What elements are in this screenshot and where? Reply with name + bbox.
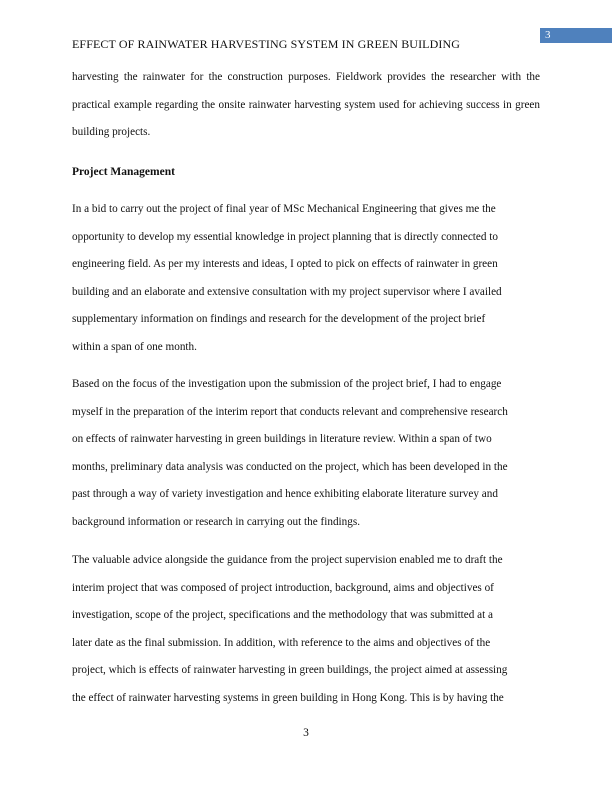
footer-page-number: 3 bbox=[303, 727, 309, 739]
running-head: EFFECT OF RAINWATER HARVESTING SYSTEM IN GREEN BUILDING bbox=[72, 37, 460, 51]
paragraph-line: months, preliminary data analysis was conducted on the project, which has been developed in the bbox=[72, 460, 508, 473]
paragraph-line: on effects of rainwater harvesting in green buildings in literature review. Within a span of two bbox=[72, 433, 492, 445]
paragraph-line: myself in the preparation of the interim report that conducts relevant and comprehensive research bbox=[72, 405, 508, 418]
section-heading: Project Management bbox=[72, 166, 175, 178]
paragraph-line: interim project that was composed of project introduction, background, aims and objectives of bbox=[72, 581, 494, 594]
paragraph-line: Based on the focus of the investigation upon the submission of the project brief, I had to engage bbox=[72, 378, 502, 390]
paragraph-line: The valuable advice alongside the guidance from the project supervision enabled me to draft the bbox=[72, 554, 503, 566]
page-number-badge: 3 bbox=[540, 28, 612, 43]
paragraph-line: background information or research in carrying out the findings. bbox=[72, 515, 360, 528]
paragraph-line: the effect of rainwater harvesting systems in green building in Hong Kong. This is by having the bbox=[72, 691, 504, 704]
paragraph-line: supplementary information on findings and research for the development of the project brief bbox=[72, 313, 486, 325]
paragraph-line: opportunity to develop my essential knowledge in project planning that is directly connected to bbox=[72, 230, 498, 243]
paragraph-line: past through a way of variety investigation and hence exhibiting elaborate literature survey and bbox=[72, 488, 498, 500]
paragraph-line: within a span of one month. bbox=[72, 340, 197, 353]
paragraph-line: building and an elaborate and extensive consultation with my project supervisor where I availed bbox=[72, 285, 502, 298]
paragraph-interim-report bbox=[72, 371, 540, 536]
paragraph-project-planning bbox=[72, 196, 540, 361]
paragraph-line: investigation, scope of the project, specifications and the methodology that was submitted at a bbox=[72, 609, 493, 621]
paragraph-line: project, which is effects of rainwater harvesting in green buildings, the project aimed at assessing bbox=[72, 664, 508, 676]
paragraph-supervision-advice bbox=[72, 547, 540, 712]
paragraph-line: engineering field. As per my interests and ideas, I opted to pick on effects of rainwater in green bbox=[72, 258, 498, 270]
paragraph-line: later date as the final submission. In addition, with reference to the aims and objectives of the bbox=[72, 636, 491, 649]
paragraph-line: In a bid to carry out the project of final year of MSc Mechanical Engineering that gives me the bbox=[72, 203, 496, 215]
intro-paragraph: harvesting the rainwater for the construction purposes. Fieldwork provides the researcher with the practical example regarding the onsite rainwater harvesting system used for achieving success in green building projects. bbox=[72, 71, 540, 138]
